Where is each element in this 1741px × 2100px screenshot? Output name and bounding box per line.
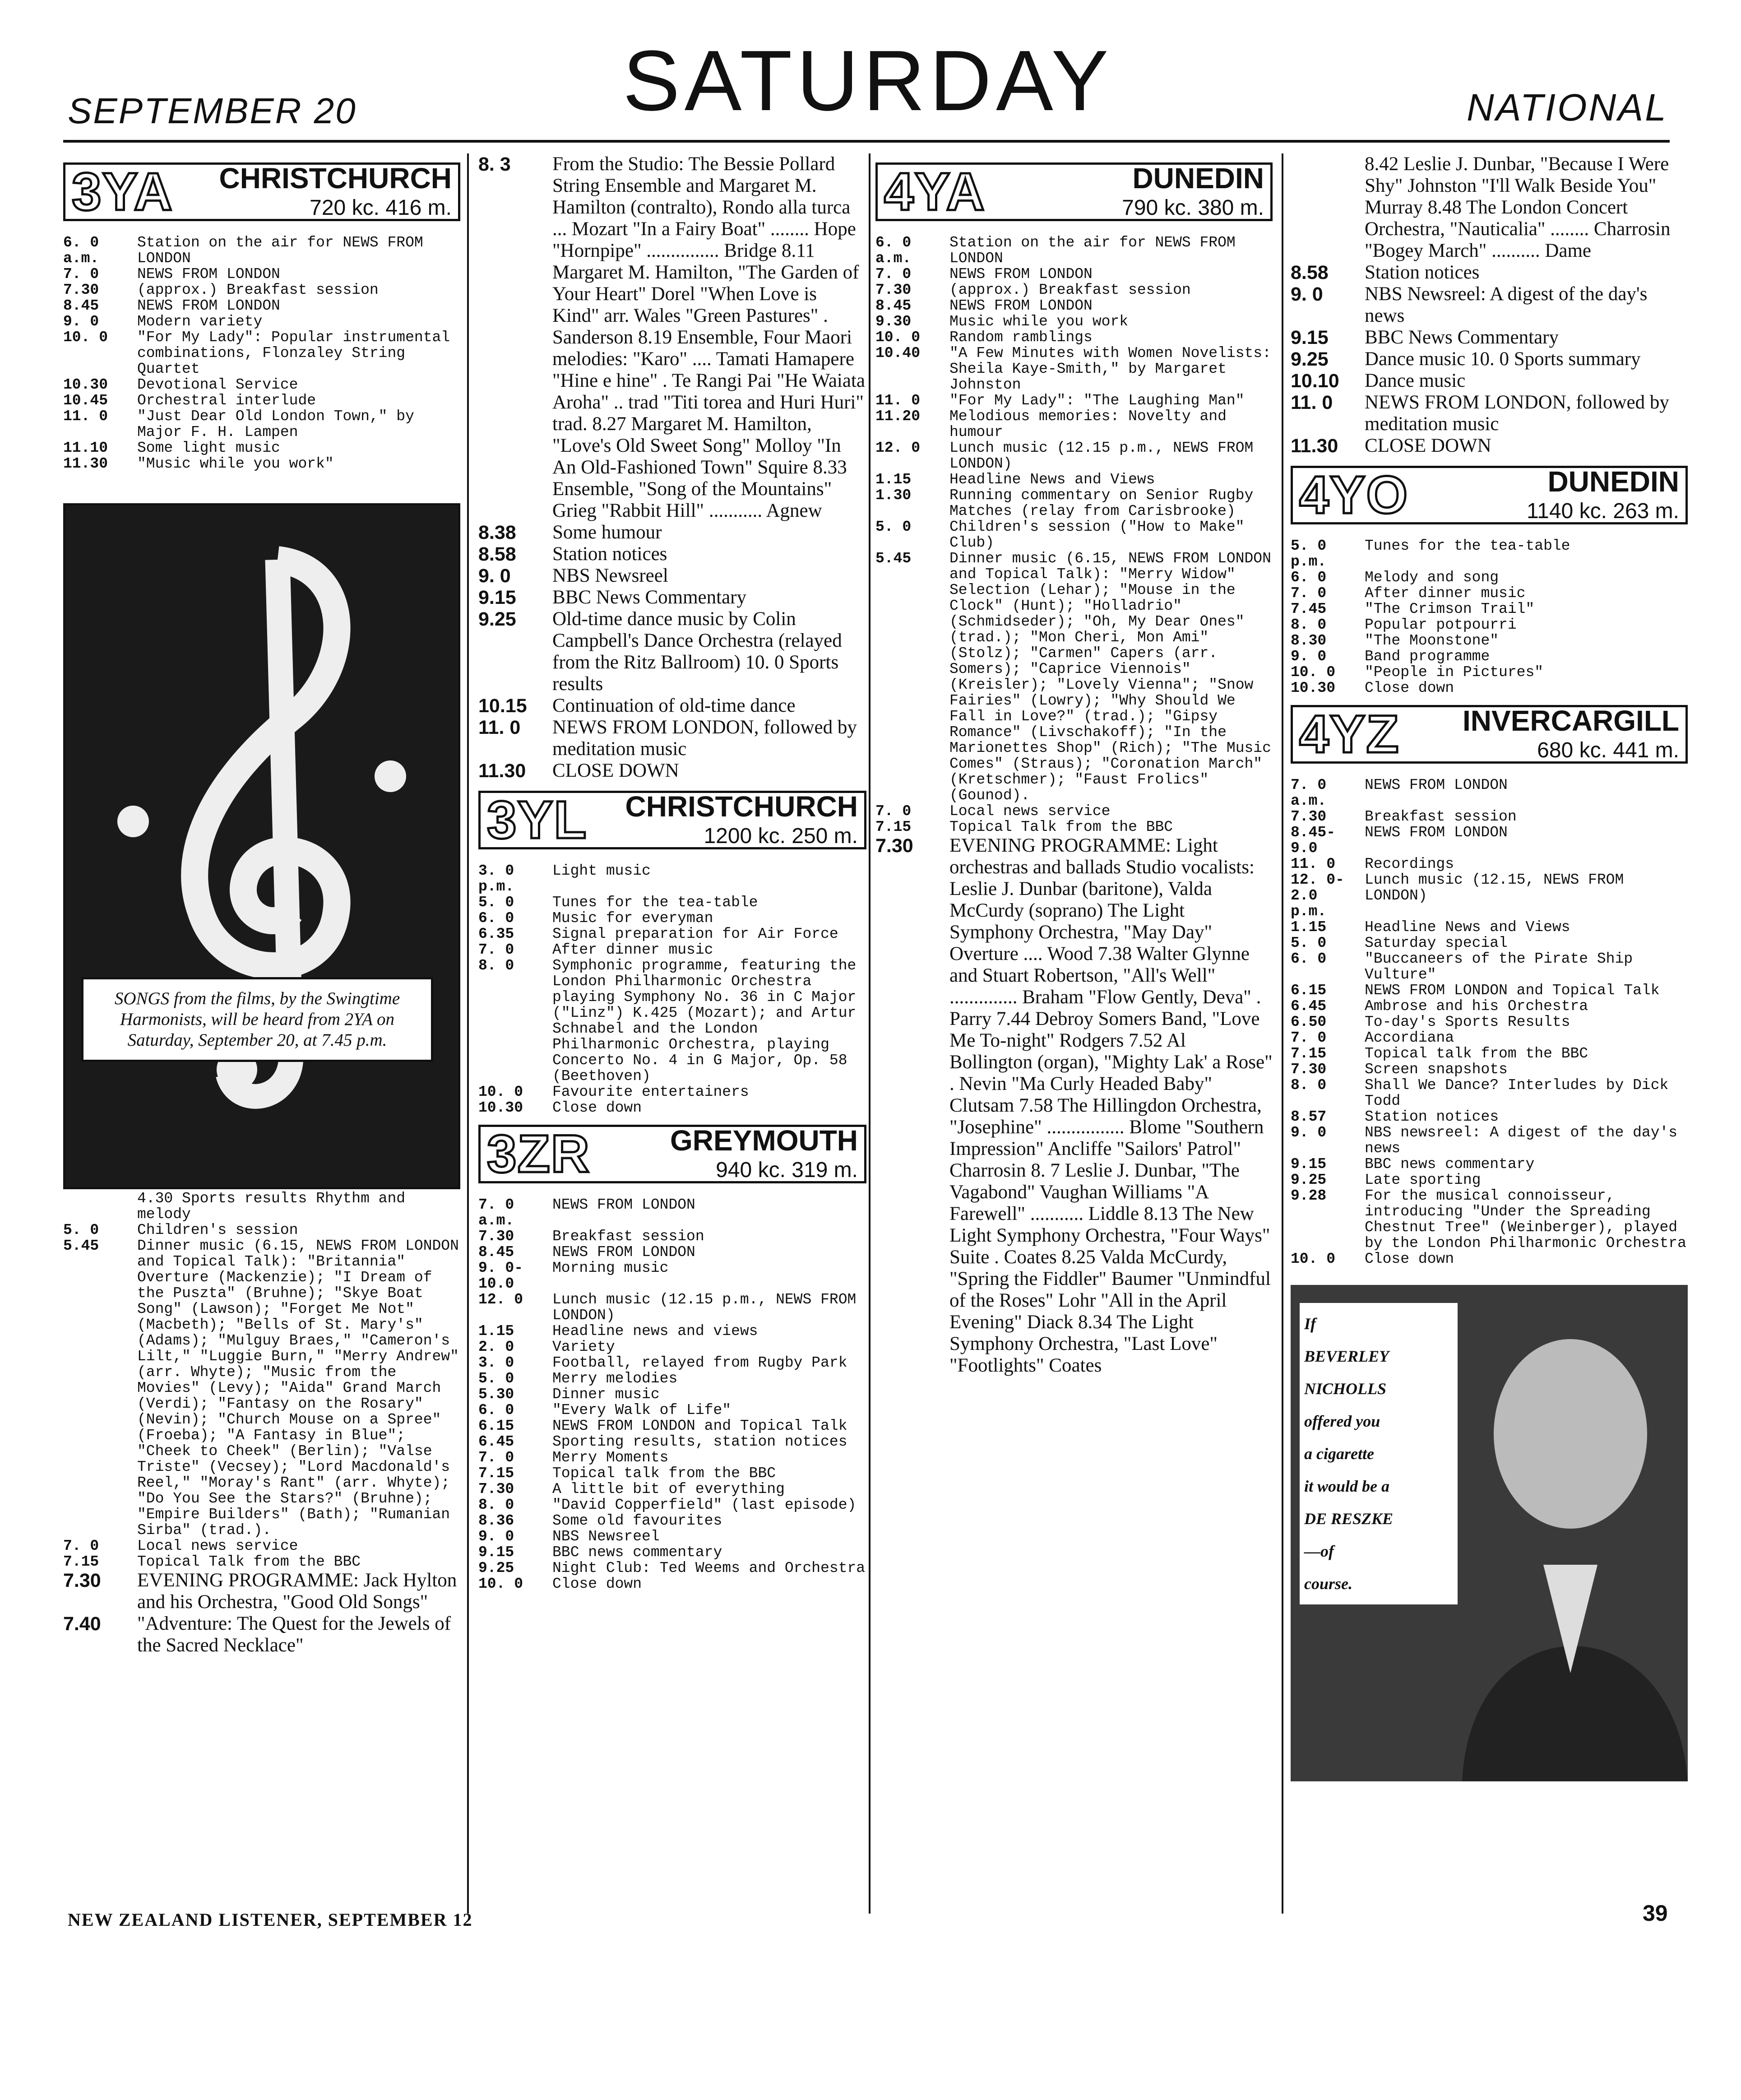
schedule-item: Close down bbox=[552, 1576, 642, 1592]
station-city: INVERCARGILL bbox=[1463, 704, 1679, 737]
schedule-item: Station on the air for NEWS FROM LONDON bbox=[949, 234, 1236, 267]
page-number: 39 bbox=[1643, 1901, 1668, 1926]
schedule-item: "Buccaneers of the Pirate Ship Vulture" bbox=[1365, 950, 1633, 983]
schedule-item: Running commentary on Senior Rugby Matches (relay from Carisbrooke) bbox=[949, 487, 1254, 519]
schedule-time: 7.30 bbox=[63, 1570, 101, 1591]
schedule-item: Saturday special bbox=[1365, 935, 1508, 951]
cigarette-advertisement bbox=[1291, 1285, 1688, 1781]
schedule-time: 8.45-9.0 bbox=[1291, 824, 1336, 857]
schedule-item: Football, relayed from Rugby Park bbox=[552, 1354, 847, 1371]
schedule-item: (approx.) Breakfast session bbox=[949, 282, 1191, 298]
schedule-time: 7. 0 bbox=[478, 941, 514, 958]
column-1 bbox=[63, 153, 460, 1905]
callsign: 4YA bbox=[884, 162, 986, 222]
schedule-item: BBC News Commentary bbox=[1365, 327, 1559, 348]
schedule-time: 11. 0 bbox=[1291, 856, 1336, 872]
schedule-time: 5.30 bbox=[478, 1386, 514, 1403]
schedule-time: 6.35 bbox=[478, 926, 514, 942]
schedule-item: 4.30 Sports results Rhythm and melody bbox=[137, 1190, 406, 1223]
schedule-time: 7.30 bbox=[63, 282, 99, 298]
station-frequency: 940 kc. 319 m. bbox=[716, 1158, 858, 1182]
schedule-time: 7. 0 bbox=[63, 266, 99, 283]
schedule-time: 8. 0 bbox=[1291, 617, 1327, 633]
schedule-item: A little bit of everything bbox=[552, 1481, 785, 1497]
schedule-time: 9. 0 bbox=[63, 313, 99, 330]
schedule-time: 8.58 bbox=[1291, 262, 1329, 283]
column-4 bbox=[1291, 153, 1688, 1905]
schedule-item: Late sporting bbox=[1365, 1172, 1481, 1188]
schedule-item: "For My Lady": "The Laughing Man" bbox=[949, 392, 1245, 409]
schedule-time: 2. 0 bbox=[478, 1339, 514, 1355]
station-frequency: 1200 kc. 250 m. bbox=[704, 824, 858, 848]
schedule-item: Dance music bbox=[1365, 370, 1466, 391]
schedule-time: 7. 0 a.m. bbox=[478, 1196, 514, 1229]
schedule-time: 7.30 bbox=[1291, 808, 1327, 825]
schedule-item: NEWS FROM LONDON bbox=[137, 297, 280, 314]
schedule-time: 7. 0 bbox=[1291, 585, 1327, 602]
schedule-item: NBS newsreel: A digest of the day's news bbox=[1365, 1124, 1678, 1157]
schedule-time: 9.28 bbox=[1291, 1187, 1327, 1204]
treble-clef-icon bbox=[65, 505, 458, 1182]
schedule-item: "For My Lady": Popular instrumental combinations, Flonzaley String Quartet bbox=[137, 329, 450, 377]
schedule-time: 9.25 bbox=[1291, 1172, 1327, 1188]
schedule-item: Morning music bbox=[552, 1260, 669, 1276]
station-frequency: 1140 kc. 263 m. bbox=[1527, 499, 1679, 523]
schedule-item: Night Club: Ted Weems and Orchestra bbox=[552, 1560, 866, 1576]
schedule-time: 9.25 bbox=[1291, 348, 1329, 370]
schedule-3yl bbox=[478, 863, 866, 1116]
schedule-time: 8.45 bbox=[63, 297, 99, 314]
schedule-item: Station notices bbox=[1365, 1108, 1499, 1125]
schedule-item: Lunch music (12.15 p.m., NEWS FROM LONDON) bbox=[949, 440, 1254, 472]
schedule-item: NEWS FROM LONDON and Topical Talk bbox=[1365, 982, 1660, 999]
schedule-item: Lunch music (12.15 p.m., NEWS FROM LONDON) bbox=[552, 1291, 857, 1324]
header-date: SEPTEMBER 20 bbox=[68, 91, 357, 131]
schedule-item: NEWS FROM LONDON bbox=[949, 297, 1093, 314]
schedule-item: "Every Walk of Life" bbox=[552, 1402, 732, 1419]
schedule-item: Local news service bbox=[949, 803, 1111, 820]
schedule-time: 7. 0 bbox=[875, 266, 912, 283]
schedule-item: NEWS FROM LONDON and Topical Talk bbox=[552, 1418, 847, 1434]
schedule-time: 9.30 bbox=[875, 313, 912, 330]
schedule-item: Continuation of old-time dance bbox=[552, 695, 796, 716]
schedule-item: CLOSE DOWN bbox=[1365, 435, 1491, 456]
schedule-item: Symphonic programme, featuring the London Philharmonic Orchestra playing Symphony No. 36 in C Major ("Linz") K.425 (Mozart); and Artur Schnabel and the London Philharmonic Orchestra, playing Concerto No. 4 in G Major, Op. 58 (Beethoven) bbox=[552, 957, 857, 1085]
schedule-time: 6.15 bbox=[478, 1418, 514, 1434]
schedule-item: Headline news and views bbox=[552, 1323, 758, 1340]
schedule-item: Dinner music bbox=[552, 1386, 660, 1403]
schedule-item: After dinner music bbox=[552, 941, 713, 958]
schedule-time: 7. 0 bbox=[1291, 1029, 1327, 1046]
station-city: CHRISTCHURCH bbox=[625, 790, 858, 823]
schedule-time: 11.30 bbox=[63, 455, 108, 472]
schedule-time: 6.15 bbox=[1291, 982, 1327, 999]
ad-line: a cigarette bbox=[1304, 1445, 1374, 1463]
schedule-item: Breakfast session bbox=[552, 1228, 704, 1245]
schedule-time: 11.10 bbox=[63, 440, 108, 456]
schedule-time: 10. 0 bbox=[1291, 1251, 1336, 1267]
schedule-time: 7. 0 a.m. bbox=[1291, 777, 1327, 809]
schedule-time: 10.10 bbox=[1291, 370, 1339, 392]
schedule-time: 5. 0 bbox=[1291, 935, 1327, 951]
schedule-time: 7. 0 bbox=[63, 1538, 99, 1554]
schedule-item: Recordings bbox=[1365, 856, 1454, 872]
schedule-time: 11. 0 bbox=[1291, 392, 1333, 413]
schedule-time: 9.15 bbox=[478, 587, 516, 608]
schedule-item: Some light music bbox=[137, 440, 280, 456]
schedule-time: 8. 3 bbox=[478, 153, 511, 175]
schedule-item: "Just Dear Old London Town," by Major F. H. Lampen bbox=[137, 408, 414, 440]
schedule-time: 7. 0 bbox=[875, 803, 912, 820]
schedule-item: NEWS FROM LONDON bbox=[552, 1196, 695, 1213]
schedule-item: Merry melodies bbox=[552, 1370, 678, 1387]
schedule-time: 8.58 bbox=[478, 543, 516, 565]
schedule-time: 5.45 bbox=[63, 1238, 99, 1254]
schedule-4ya-evening bbox=[875, 835, 1273, 1377]
schedule-time bbox=[1291, 153, 1358, 262]
schedule-item: Variety bbox=[552, 1339, 615, 1355]
schedule-time: 9.25 bbox=[478, 1560, 514, 1576]
schedule-item: Close down bbox=[552, 1099, 642, 1116]
treble-clef-illustration bbox=[63, 503, 460, 1189]
station-header-4yo bbox=[1291, 466, 1688, 524]
schedule-time: 12. 0-2.0 p.m. bbox=[1291, 872, 1344, 920]
schedule-time: 6.45 bbox=[478, 1433, 514, 1450]
schedule-item: Shall We Dance? Interludes by Dick Todd bbox=[1365, 1077, 1669, 1109]
schedule-item: "David Copperfield" (last episode) bbox=[552, 1497, 857, 1513]
schedule-item: Children's session ("How to Make" Club) bbox=[949, 519, 1245, 551]
schedule-time: 3. 0 bbox=[478, 1354, 514, 1371]
schedule-time: 7. 0 bbox=[478, 1449, 514, 1466]
station-header-3ya bbox=[63, 162, 460, 221]
schedule-time: 7.40 bbox=[63, 1613, 101, 1635]
schedule-item: (approx.) Breakfast session bbox=[137, 282, 379, 298]
station-header-4ya bbox=[875, 162, 1273, 221]
callsign: 4YO bbox=[1299, 465, 1409, 525]
schedule-item: Tunes for the tea-table bbox=[1365, 538, 1570, 554]
schedule-time: 10. 0 bbox=[478, 1084, 523, 1100]
schedule-item: Breakfast session bbox=[1365, 808, 1517, 825]
schedule-time: 8. 0 bbox=[1291, 1077, 1327, 1094]
station-city: GREYMOUTH bbox=[670, 1124, 858, 1157]
station-header-4yz bbox=[1291, 705, 1688, 764]
column-2 bbox=[478, 153, 866, 1905]
schedule-item: Close down bbox=[1365, 680, 1454, 696]
schedule-time: 11.20 bbox=[875, 408, 921, 425]
schedule-time: 10.15 bbox=[478, 695, 527, 717]
schedule-time: 5.45 bbox=[875, 550, 912, 567]
schedule-item: NBS Newsreel: A digest of the day's news bbox=[1365, 283, 1648, 326]
schedule-time: 7.15 bbox=[1291, 1045, 1327, 1062]
schedule-item: Close down bbox=[1365, 1251, 1454, 1267]
schedule-item: Dinner music (6.15, NEWS FROM LONDON and Topical Talk): "Britannia" Overture (Mackenzie); "I Dream of the Puszta" (Bruhne); "Skye Boat Song" (Lawson); "Forget Me Not" (Macbeth); "Bells of St. Mary's" (Adams); "Mulguy Braes," "Cameron's Lilt," "Luggie Burn," "Merry Andrew" (arr. Whyte); "Music from the Movies" (Levy); "Aida" Grand March (Verdi); "Fantasy on the Rosary" (Nevin); "Church Mouse on a Spree" (Froeba); "A Fantasy in Blue"; "Cheek to Cheek" (Berlin); "Valse Triste" (Vecsey); "Lord Macdonald's Reel," "Moray's Rant" (arr. Whyte); "Do You See the Stars?" (Bruhne); "Empire Builders" (Bath); "Rumanian Sirba" (trad.). bbox=[137, 1238, 459, 1539]
station-header-3yl bbox=[478, 791, 866, 849]
schedule-item: Headline News and Views bbox=[949, 471, 1155, 488]
schedule-item: Melodious memories: Novelty and humour bbox=[949, 408, 1227, 440]
schedule-time: 7.30 bbox=[875, 282, 912, 298]
station-frequency: 790 kc. 380 m. bbox=[1122, 195, 1264, 220]
schedule-time: 1.15 bbox=[875, 471, 912, 488]
schedule-time: 9.15 bbox=[1291, 327, 1329, 348]
schedule-item: Topical Talk from the BBC bbox=[949, 819, 1173, 835]
schedule-time: 8.45 bbox=[478, 1244, 514, 1261]
schedule-time: 7.30 bbox=[1291, 1061, 1327, 1078]
schedule-time: 8.30 bbox=[1291, 632, 1327, 649]
column-divider bbox=[467, 153, 469, 1914]
station-city: DUNEDIN bbox=[1132, 162, 1264, 195]
schedule-time: 7.15 bbox=[63, 1553, 99, 1570]
schedule-item: Screen snapshots bbox=[1365, 1061, 1508, 1078]
schedule-time: 9. 0 bbox=[1291, 1124, 1327, 1141]
station-city: DUNEDIN bbox=[1547, 465, 1679, 498]
schedule-item: Accordiana bbox=[1365, 1029, 1454, 1046]
schedule-item: CLOSE DOWN bbox=[552, 760, 679, 781]
schedule-item: "The Crimson Trail" bbox=[1365, 601, 1535, 617]
schedule-time: 5. 0 bbox=[478, 894, 514, 911]
schedule-time: 7.30 bbox=[478, 1481, 514, 1497]
schedule-time: 6.50 bbox=[1291, 1014, 1327, 1030]
schedule-item: Lunch music (12.15, NEWS FROM LONDON) bbox=[1365, 872, 1624, 904]
schedule-item: For the musical connoisseur, introducing "Under the Spreading Chestnut Tree" (Weinberger), played by the London Philharmonic Orchestra bbox=[1365, 1187, 1686, 1252]
schedule-item: BBC News Commentary bbox=[552, 587, 746, 608]
schedule-time: 10. 0 bbox=[875, 329, 921, 346]
schedule-item: NEWS FROM LONDON bbox=[552, 1244, 695, 1261]
schedule-time: 6. 0 bbox=[1291, 569, 1327, 586]
schedule-time: 10.30 bbox=[478, 1099, 523, 1116]
schedule-item: Signal preparation for Air Force bbox=[552, 926, 838, 942]
schedule-item: Topical Talk from the BBC bbox=[137, 1553, 361, 1570]
schedule-item: Station notices bbox=[552, 543, 667, 565]
schedule-item: Random ramblings bbox=[949, 329, 1093, 346]
schedule-item: Music while you work bbox=[949, 313, 1129, 330]
schedule-time: 6. 0 bbox=[1291, 950, 1327, 967]
station-frequency: 680 kc. 441 m. bbox=[1537, 738, 1679, 762]
schedule-time: 10. 0 bbox=[63, 329, 108, 346]
schedule-3ya-evening bbox=[63, 1570, 460, 1656]
schedule-item: Sporting results, station notices bbox=[552, 1433, 847, 1450]
schedule-item: Children's session bbox=[137, 1222, 298, 1238]
schedule-time: 9. 0 bbox=[1291, 283, 1323, 305]
schedule-item: "The Moonstone" bbox=[1365, 632, 1499, 649]
callsign: 3YA bbox=[72, 162, 173, 222]
schedule-item: NBS Newsreel bbox=[552, 1528, 660, 1545]
ad-line: —of bbox=[1304, 1542, 1334, 1560]
schedule-time: 5. 0 bbox=[875, 519, 912, 535]
schedule-item: Headline News and Views bbox=[1365, 919, 1570, 936]
schedule-item: "A Few Minutes with Women Novelists: Sheila Kaye-Smith," by Margaret Johnston bbox=[949, 345, 1271, 393]
schedule-4ya-continued bbox=[1291, 153, 1688, 457]
callsign: 3YL bbox=[487, 790, 588, 850]
schedule-4yz bbox=[1291, 777, 1688, 1267]
illustration-caption: SONGS from the films, by the Swingtime Harmonists, will be heard from 2YA on Saturday, September 20, at 7.45 p.m. bbox=[81, 977, 433, 1062]
schedule-item: NEWS FROM LONDON bbox=[949, 266, 1093, 283]
schedule-time: 10.30 bbox=[1291, 680, 1336, 696]
advertisement-text bbox=[1300, 1303, 1458, 1604]
column-3 bbox=[875, 153, 1273, 1905]
schedule-time: 9.25 bbox=[478, 608, 516, 630]
schedule-4ya bbox=[875, 235, 1273, 835]
schedule-item: NEWS FROM LONDON, followed by meditation music bbox=[1365, 392, 1669, 435]
schedule-time: 7.45 bbox=[1291, 601, 1327, 617]
schedule-item: Dance music 10. 0 Sports summary bbox=[1365, 348, 1641, 370]
station-frequency: 720 kc. 416 m. bbox=[310, 195, 452, 220]
header-network: NATIONAL bbox=[1467, 86, 1668, 129]
schedule-item: BBC news commentary bbox=[1365, 1156, 1535, 1173]
ad-line: offered you bbox=[1304, 1412, 1380, 1430]
schedule-item: Devotional Service bbox=[137, 376, 298, 393]
ad-line: BEVERLEY bbox=[1304, 1347, 1389, 1365]
ad-line: If bbox=[1304, 1315, 1316, 1333]
schedule-time: 10.45 bbox=[63, 392, 108, 409]
header-day: SATURDAY bbox=[623, 33, 1113, 129]
schedule-item: Tunes for the tea-table bbox=[552, 894, 758, 911]
schedule-item: Station on the air for NEWS FROM LONDON bbox=[137, 234, 423, 267]
schedule-time: 6. 0 bbox=[478, 910, 514, 927]
schedule-time: 9. 0 bbox=[478, 1528, 514, 1545]
schedule-time: 9. 0-10.0 bbox=[478, 1260, 523, 1292]
schedule-time: 7.30 bbox=[478, 1228, 514, 1245]
schedule-item: BBC news commentary bbox=[552, 1544, 722, 1561]
ad-line: NICHOLLS bbox=[1304, 1380, 1387, 1398]
schedule-time: 6. 0 a.m. bbox=[63, 234, 99, 267]
schedule-item: NEWS FROM LONDON bbox=[137, 266, 280, 283]
column-divider bbox=[1282, 153, 1283, 1914]
schedule-time: 10.40 bbox=[875, 345, 921, 362]
schedule-item: Music for everyman bbox=[552, 910, 713, 927]
schedule-time: 10.30 bbox=[63, 376, 108, 393]
schedule-item: Modern variety bbox=[137, 313, 263, 330]
schedule-item: Orchestral interlude bbox=[137, 392, 316, 409]
schedule-item: Topical talk from the BBC bbox=[552, 1465, 776, 1482]
schedule-item: Popular potpourri bbox=[1365, 617, 1517, 633]
schedule-time: 7.15 bbox=[875, 819, 912, 835]
schedule-4yo bbox=[1291, 538, 1688, 696]
schedule-time: 12. 0 bbox=[875, 440, 921, 456]
schedule-time bbox=[63, 1191, 131, 1222]
schedule-time: 11. 0 bbox=[478, 717, 521, 738]
schedule-time: 11.30 bbox=[1291, 435, 1338, 457]
station-city: CHRISTCHURCH bbox=[219, 162, 452, 195]
schedule-time: 9. 0 bbox=[1291, 648, 1327, 665]
schedule-3ya-continued bbox=[478, 153, 866, 782]
ad-line: DE RESZKE bbox=[1304, 1510, 1394, 1528]
schedule-time: 8.38 bbox=[478, 522, 516, 543]
schedule-item: 8.42 Leslie J. Dunbar, "Because I Were Shy" Johnston "I'll Walk Beside You" Murray 8.48 The London Concert Orchestra, "Nauticalia" ........ Charrosin "Bogey March" .......... Dame bbox=[1365, 153, 1671, 261]
schedule-item: Merry Moments bbox=[552, 1449, 669, 1466]
footer-publication: NEW ZEALAND LISTENER, SEPTEMBER 12 bbox=[68, 1910, 473, 1930]
schedule-item: Some old favourites bbox=[552, 1512, 722, 1529]
schedule-item: Local news service bbox=[137, 1538, 298, 1554]
schedule-item: NEWS FROM LONDON, followed by meditation music bbox=[552, 717, 857, 760]
schedule-item: Light music bbox=[552, 862, 651, 879]
schedule-time: 8.45 bbox=[875, 297, 912, 314]
schedule-time: 11.30 bbox=[478, 760, 526, 782]
station-header-3zr bbox=[478, 1125, 866, 1183]
schedule-item: "Adventure: The Quest for the Jewels of the Sacred Necklace" bbox=[137, 1613, 451, 1656]
schedule-item: NEWS FROM LONDON bbox=[1365, 777, 1508, 793]
schedule-item: Old-time dance music by Colin Campbell's Dance Orchestra (relayed from the Ritz Ballroom) 10. 0 Sports results bbox=[552, 608, 842, 695]
schedule-item: EVENING PROGRAMME: Light orchestras and ballads Studio vocalists: Leslie J. Dunbar (baritone), Valda McCurdy (soprano) The Light Symphony Orchestra, "May Day" Overture .... Wood 7.38 Walter Glynne and Stuart Robertson, "All's Well" .............. Braham "Flow Gently, Deva" . Parry 7.44 Debroy Somers Band, "Love Me To-night" Rodgers 7.52 Al Bollington (organ), "Mighty Lak' a Rose" . Nevin "Ma Curly Headed Baby" Clutsam 7.58 The Hillingdon Orchestra, "Josephine" ................ Blome "Southern Impression" Ancliffe "Sailors' Patrol" Charrosin 8. 7 Leslie J. Dunbar, "The Vagabond" Vaughan Williams "A Farewell" ........... Liddle 8.13 The New Light Symphony Orchestra, "Four Ways" Suite . Coates 8.25 Valda McCurdy, "Spring the Fiddler" Baumer "Unmindful of the Roses" Lohr "All in the April Evening" Diack 8.34 The Light Symphony Orchestra, "Last Love" "Footlights" Coates bbox=[949, 835, 1273, 1376]
schedule-time: 9. 0 bbox=[478, 565, 511, 587]
schedule-time: 5. 0 bbox=[478, 1370, 514, 1387]
schedule-item: "People in Pictures" bbox=[1365, 664, 1544, 681]
schedule-item: Melody and song bbox=[1365, 569, 1499, 586]
schedule-item: From the Studio: The Bessie Pollard String Ensemble and Margaret M. Hamilton (contralto), Rondo alla turca ... Mozart "In a Fairy Boat" ........ Hope "Hornpipe" ............... Bridge 8.11 Margaret M. Hamilton, "The Garden of Your Heart" Dorel "When Love is Kind" arr. Wales "Green Pastures" . Sanderson 8.19 Ensemble, Four Maori melodies: "Karo" .... Tamati Hamapere "Hine e hine" . Te Rangi Pai "He Waiata Aroha" .. trad "Titi torea and Huri Huri" trad. 8.27 Margaret M. Hamilton, "Love's Old Sweet Song" Molloy "In An Old-Fashioned Town" Squire 8.33 Ensemble, "Song of the Mountains" Grieg "Rabbit Hill" ........... Agnew bbox=[552, 153, 865, 521]
callsign: 4YZ bbox=[1299, 705, 1400, 764]
schedule-item: Favourite entertainers bbox=[552, 1084, 749, 1100]
schedule-item: Some humour bbox=[552, 522, 662, 543]
schedule-time: 9.15 bbox=[1291, 1156, 1327, 1173]
ad-line: course. bbox=[1304, 1575, 1352, 1593]
schedule-time: 8.57 bbox=[1291, 1108, 1327, 1125]
schedule-time: 8. 0 bbox=[478, 1497, 514, 1513]
schedule-time: 7.30 bbox=[875, 835, 913, 857]
schedule-time: 11. 0 bbox=[875, 392, 921, 409]
schedule-item: "Music while you work" bbox=[137, 455, 334, 472]
schedule-time: 9.15 bbox=[478, 1544, 514, 1561]
schedule-time: 6. 0 bbox=[478, 1402, 514, 1419]
schedule-time: 8. 0 bbox=[478, 957, 514, 974]
schedule-item: After dinner music bbox=[1365, 585, 1526, 602]
schedule-time: 8.36 bbox=[478, 1512, 514, 1529]
schedule-item: Band programme bbox=[1365, 648, 1490, 665]
callsign: 3ZR bbox=[487, 1124, 590, 1184]
schedule-3zr bbox=[478, 1197, 866, 1592]
schedule-time: 10. 0 bbox=[1291, 664, 1336, 681]
schedule-time: 7.15 bbox=[478, 1465, 514, 1482]
schedule-item: Topical talk from the BBC bbox=[1365, 1045, 1588, 1062]
schedule-time: 1.15 bbox=[478, 1323, 514, 1340]
schedule-3ya bbox=[63, 235, 460, 472]
schedule-time: 6. 0 a.m. bbox=[875, 234, 912, 267]
schedule-time: 5. 0 p.m. bbox=[1291, 538, 1327, 570]
schedule-time: 6.45 bbox=[1291, 998, 1327, 1015]
schedule-item: To-day's Sports Results bbox=[1365, 1014, 1570, 1030]
header-rule bbox=[63, 140, 1670, 143]
schedule-item: Station notices bbox=[1365, 262, 1480, 283]
schedule-time: 11. 0 bbox=[63, 408, 108, 425]
schedule-time: 3. 0 p.m. bbox=[478, 862, 514, 895]
schedule-item: NEWS FROM LONDON bbox=[1365, 824, 1508, 841]
schedule-item: Dinner music (6.15, NEWS FROM LONDON and Topical Talk): "Merry Widow" Selection (Lehar); "Mouse in the Clock" (Hunt); "Holladrio" (Schmidseder); "Oh, My Dear Ones" (trad.); "Mon Cheri, Mon Ami" (Stolz); "Carmen" Capers (arr. Somers); "Caprice Viennois" (Kreisler); "Lovely Vienna"; "Snow Fairies" (Lowry); "Why Should We Fall in Love?" (trad.); "Gipsy Romance" (Livschakoff); "In the Marionettes Shop" (Rich); "The Music Comes" (Straus); "Coronation March" (Kretschmer); "Faust Frolics" (Gounod). bbox=[949, 550, 1271, 804]
schedule-time: 1.15 bbox=[1291, 919, 1327, 936]
schedule-time: 1.30 bbox=[875, 487, 912, 504]
ad-line: it would be a bbox=[1304, 1477, 1390, 1495]
schedule-time: 10. 0 bbox=[478, 1576, 523, 1592]
schedule-item: EVENING PROGRAMME: Jack Hylton and his Orchestra, "Good Old Songs" bbox=[137, 1570, 457, 1613]
column-divider bbox=[869, 153, 870, 1914]
schedule-item: NBS Newsreel bbox=[552, 565, 668, 586]
schedule-time: 5. 0 bbox=[63, 1222, 99, 1238]
schedule-item: Ambrose and his Orchestra bbox=[1365, 998, 1588, 1015]
schedule-time: 12. 0 bbox=[478, 1291, 523, 1308]
